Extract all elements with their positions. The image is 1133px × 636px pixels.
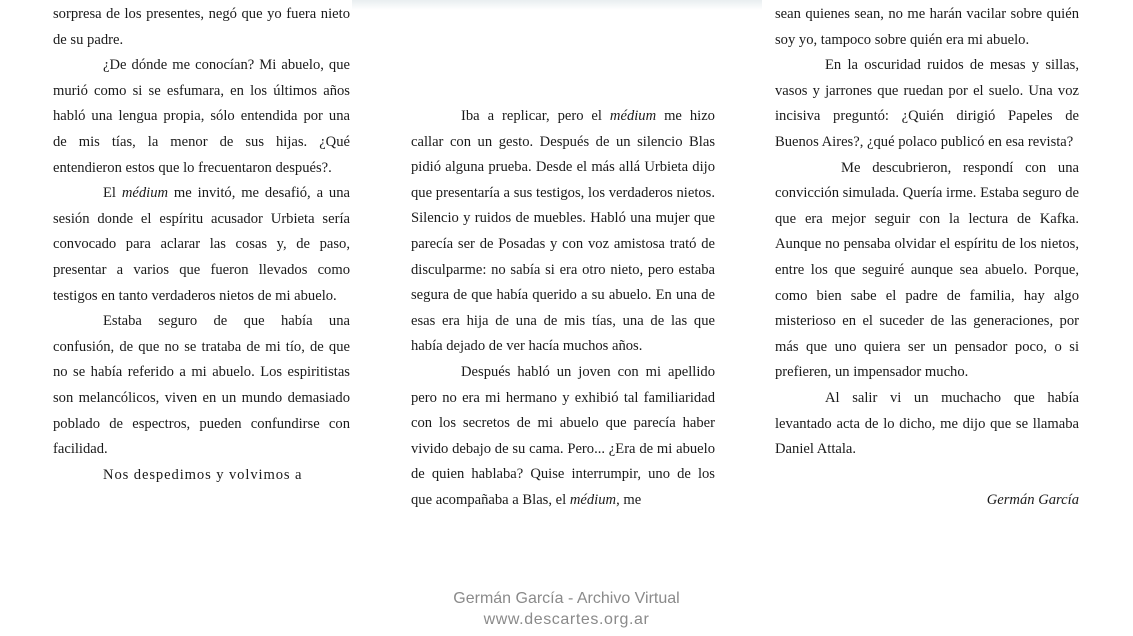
- paragraph: Al salir vi un muchacho que había levantado acta de lo dicho, me dijo que se llamaba Daniel Attala.: [775, 389, 1079, 458]
- paragraph: Me descubrieron, respondí con una convicción simulada. Quería irme. Estaba seguro de que era mejor seguir con la lectura de Kafka. Aunque no pensaba olvidar el espíritu de los nietos, entre los que seguiré aunque sea abuelo. Porque, como bien sabe el padre de familia, hay algo misterioso en el suceder de las generaciones, por más que uno quiera ser un pensador poco, o si prefieren, un impensador mucho.: [775, 159, 1079, 381]
- paragraph: Nos despedimos y volvimos a: [103, 466, 303, 483]
- paragraph: Estaba seguro de que había una confusión, de que no se trataba de mi tío, de que no se había referido a mi abuelo. Los espiritistas son melancólicos, viven en un mundo demasiado poblado de espectros, pueden confundirse con facilidad.: [53, 313, 350, 458]
- paragraph: Iba a replicar, pero el médium me hizo callar con un gesto. Después de un silencio Blas pidió alguna prueba. Desde el más allá Urbieta dijo que presentaría a sus testigos, los verdaderos nietos. Silencio y ruidos de muebles. Habló una mujer que parecía ser de Posadas y con voz amistosa trató de disculparme: no sabía si era otro nieto, pero estaba segura de que había querido a su abuelo. En una de esas era hija de una de mis tías, una de las que había dejado de ver hacía muchos años.: [411, 108, 715, 355]
- author-signature: Germán García: [986, 492, 1079, 509]
- paragraph: En la oscuridad ruidos de mesas y sillas, vasos y jarrones que ruedan por el suelo. Una voz incisiva preguntó: ¿Quién dirigió Papeles de Buenos Aires?, ¿qué polaco publicó en esa revista?: [775, 57, 1079, 150]
- text-column-right: [775, 2, 1079, 514]
- footer-website-link[interactable]: www.descartes.org.ar: [483, 611, 650, 628]
- paragraph: Después habló un joven con mi apellido pero no era mi hermano y exhibió tal familiaridad con los secretos de mi abuelo que parecía haber vivido debajo de su cama. Pero... ¿Era de mi abuelo de quien hablaba? Quise interrumpir, uno de los que acompañaba a Blas, el médium, me: [411, 363, 715, 508]
- top-image-fragment: [352, 0, 762, 10]
- text-column-left: [53, 2, 350, 488]
- text-column-middle: [411, 104, 715, 514]
- paragraph: sorpresa de los presentes, negó que yo fuera nieto de su padre.: [53, 6, 350, 48]
- paragraph: ¿De dónde me conocían? Mi abuelo, que murió como si se esfumara, en los últimos años habló una lengua propia, sólo entendida por una de mis tías, la menor de sus hijas. ¿Qué entendieron estos que lo frecuentaron después?.: [53, 57, 350, 176]
- paragraph: sean quienes sean, no me harán vacilar sobre quién soy yo, tampoco sobre quién era mi abuelo.: [775, 6, 1079, 48]
- footer-archive-title: Germán García - Archivo Virtual: [453, 590, 680, 607]
- paragraph: El médium me invitó, me desafió, a una sesión donde el espíritu acusador Urbieta sería convocado para aclarar las cosas y, de paso, presentar a varios que fueron llevados como testigos en tanto verdaderos nietos de mi abuelo.: [53, 185, 350, 304]
